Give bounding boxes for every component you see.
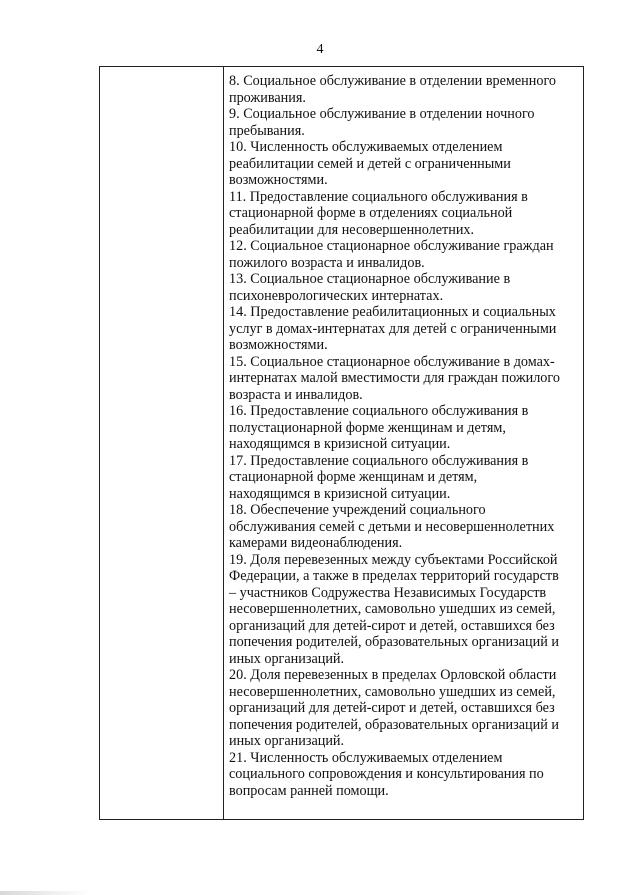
indicator-item xyxy=(229,667,579,750)
indicator-line: камерами видеонаблюдения. xyxy=(229,535,403,551)
indicator-table xyxy=(99,66,584,820)
table-left-column xyxy=(100,67,224,819)
indicator-line: 20. Доля перевезенных в пределах Орловской области xyxy=(229,667,557,683)
indicator-line: 15. Социальное стационарное обслуживание в домах- xyxy=(229,353,555,370)
indicator-line: попечения родителей, образовательных организаций и xyxy=(229,634,559,650)
indicator-line: полустационарной форме женщинам и детям, xyxy=(229,419,506,436)
indicator-line: находящимся в кризисной ситуации. xyxy=(229,436,451,452)
indicator-item xyxy=(229,106,579,139)
indicator-line: – участников Содружества Независимых Государств xyxy=(229,584,547,601)
indicator-line: 8. Социальное обслуживание в отделении временного xyxy=(229,73,557,89)
indicator-line: реабилитации для несовершеннолетних. xyxy=(229,221,475,238)
indicator-line: 9. Социальное обслуживание в отделении ночного xyxy=(229,106,535,122)
indicator-line: проживания. xyxy=(229,89,306,106)
indicator-line: возможностями. xyxy=(229,337,328,353)
indicator-line: иных организаций. xyxy=(229,650,345,667)
indicator-line: обслуживания семей с детьми и несовершеннолетних xyxy=(229,518,555,535)
indicator-line: социального сопровождения и консультирования по xyxy=(229,766,544,782)
indicator-line: 17. Предоставление социального обслуживания в xyxy=(229,452,529,469)
indicator-line: несовершеннолетних, самовольно ушедших из семей, xyxy=(229,683,556,700)
indicator-line: 21. Численность обслуживаемых отделением xyxy=(229,749,503,766)
table-right-column xyxy=(224,67,583,819)
indicator-line: вопросам ранней помощи. xyxy=(229,782,389,799)
indicator-item xyxy=(229,502,579,552)
indicator-item xyxy=(229,354,579,404)
indicator-line: 10. Численность обслуживаемых отделением xyxy=(229,139,503,155)
indicator-line: реабилитации семей и детей с ограниченными xyxy=(229,155,511,172)
indicator-line: 14. Предоставление реабилитационных и социальных xyxy=(229,304,556,320)
indicator-line: организаций для детей-сирот и детей, оставшихся без xyxy=(229,617,555,634)
indicator-line: психоневрологических интернатах. xyxy=(229,287,444,304)
indicator-line: услуг в домах-интернатах для детей с ограниченными xyxy=(229,320,557,337)
indicator-line: 11. Предоставление социального обслуживания в xyxy=(229,188,528,205)
indicator-line: 12. Социальное стационарное обслуживание граждан xyxy=(229,238,554,254)
indicator-line: возраста и инвалидов. xyxy=(229,386,363,403)
indicator-line: интернатах малой вместимости для граждан пожилого xyxy=(229,370,560,386)
indicator-item xyxy=(229,403,579,453)
indicator-line: организаций для детей-сирот и детей, оставшихся без xyxy=(229,700,555,716)
indicator-line: пожилого возраста и инвалидов. xyxy=(229,254,425,271)
indicator-item xyxy=(229,750,579,800)
indicator-line: иных организаций. xyxy=(229,733,345,749)
indicator-item xyxy=(229,453,579,503)
indicator-line: стационарной форме в отделениях социальной xyxy=(229,205,513,221)
indicator-line: попечения родителей, образовательных организаций и xyxy=(229,716,559,733)
indicator-list xyxy=(229,73,579,799)
indicator-line: находящимся в кризисной ситуации. xyxy=(229,485,451,502)
indicator-line: стационарной форме женщинам и детям, xyxy=(229,469,478,485)
indicator-line: 18. Обеспечение учреждений социального xyxy=(229,502,486,518)
indicator-line: пребывания. xyxy=(229,122,305,139)
indicator-item xyxy=(229,271,579,304)
indicator-line: 16. Предоставление социального обслуживания в xyxy=(229,403,529,419)
indicator-item xyxy=(229,73,579,106)
indicator-item xyxy=(229,189,579,239)
scan-artifact xyxy=(0,891,90,895)
indicator-item xyxy=(229,238,579,271)
indicator-item xyxy=(229,552,579,668)
indicator-line: 13. Социальное стационарное обслуживание в xyxy=(229,271,511,287)
indicator-item xyxy=(229,139,579,189)
indicator-line: 19. Доля перевезенных между субъектами Российской xyxy=(229,551,558,568)
indicator-line: несовершеннолетних, самовольно ушедших из семей, xyxy=(229,601,556,617)
page-number: 4 xyxy=(316,42,324,57)
indicator-line: Федерации, а также в пределах территорий государств xyxy=(229,568,559,584)
indicator-item xyxy=(229,304,579,354)
indicator-line: возможностями. xyxy=(229,172,328,188)
